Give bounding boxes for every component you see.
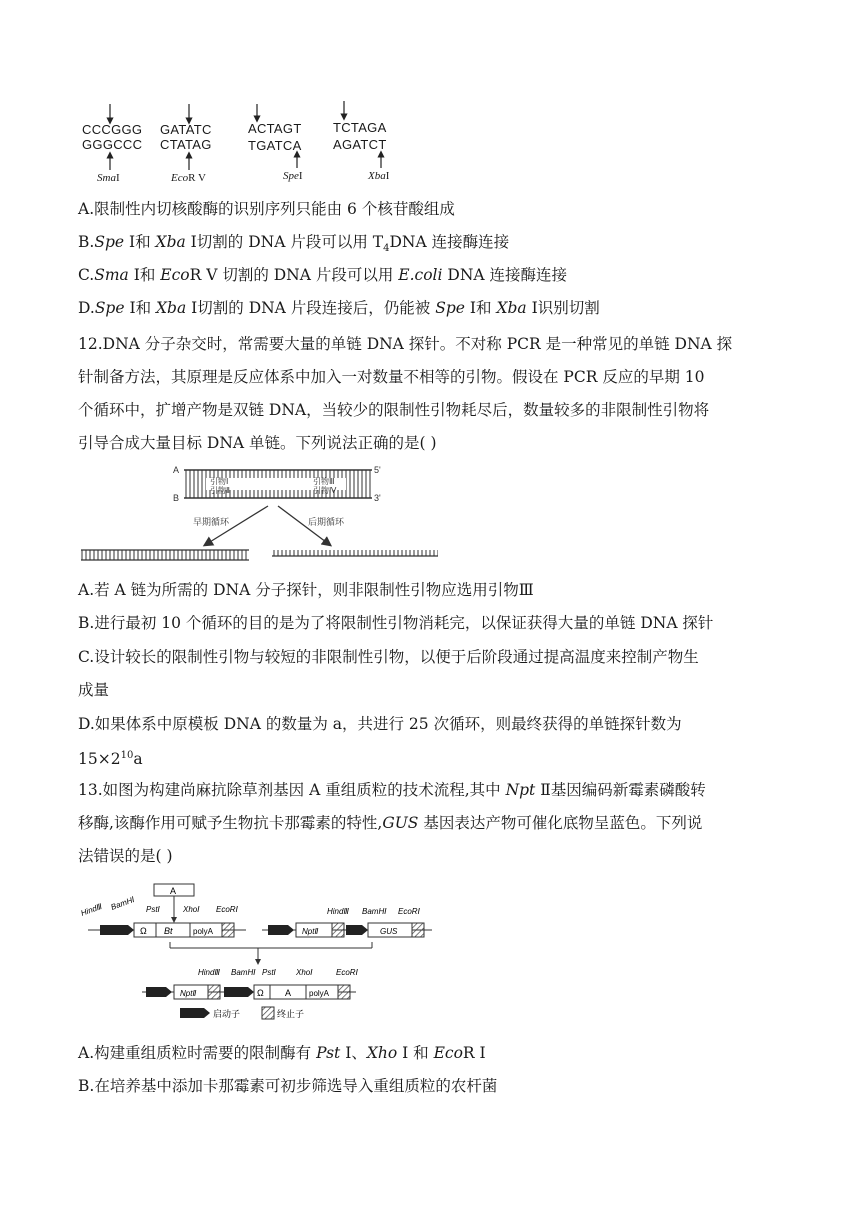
bt-box [156,923,190,937]
end-5-label: 5' [374,465,381,475]
q13-stem-line-1: 13.如图为构建尚麻抗除草剂基因 A 重组质粒的技术流程,其中 Npt Ⅱ基因编码新霉素磷酸转 [78,781,706,799]
q13-stem-line-3: 法错误的是( ) [78,847,173,865]
q11-option-d: D.Spe Ⅰ和 Xba Ⅰ切割的 DNA 片段连接后，仍能被 Spe Ⅰ和 Xba Ⅰ识别切割 [78,299,600,317]
promoter-5 [224,987,254,997]
q11-option-a: A.限制性内切核酸酶的识别序列只能由 6 个核苷酸组成 [78,200,455,218]
eco-label: EcoR V [171,172,206,184]
xba-label: XbaI [368,170,390,182]
terminator-2 [332,923,344,937]
sma-top-seq: CCCGGG [82,122,143,137]
end-3-label: 3' [374,493,381,503]
single-strand-product [272,550,438,556]
q13-option-a: A.构建重组质粒时需要的限制酶有 Pst I、Xho I 和 EcoR I [78,1044,486,1062]
late-cycle-label: 后期循环 [308,517,345,527]
q13-stem-line-2: 移酶,该酶作用可赋予生物抗卡那霉素的特性,GUS 基因表达产物可催化底物呈蓝色。下列说 [78,814,703,832]
svg-text:GUS: GUS [380,927,398,936]
xho-label-1: XhoⅠ [183,905,200,914]
hind-label-1: HindⅢ [79,901,104,918]
npt-gus-construct [262,907,432,937]
primer-4-label: 引物Ⅳ [313,486,337,495]
eco-label-1: EcoRⅠ [216,905,238,914]
bam-label-2: BamHⅠ [362,907,387,916]
xho-label-3: XhoⅠ [296,968,313,977]
eco-label-3: EcoRⅠ [336,968,358,977]
promoter-3 [346,925,368,935]
pst-label-1: PstⅠ [146,905,160,914]
eco-top-seq: GATATC [160,122,212,137]
primer-2-label: 引物Ⅱ [210,486,230,495]
q12-option-c-line-2: 成量 [78,681,110,699]
primer-3-label: 引物Ⅲ [313,477,335,486]
primer-1-label: 引物Ⅰ [210,477,229,486]
legend-promoter-icon [180,1008,210,1018]
spe-top-seq: ACTAGT [248,121,302,136]
svg-text:A: A [285,988,292,998]
terminator-5 [338,985,350,999]
svg-text:Bt: Bt [164,926,173,936]
svg-text:polyA: polyA [193,927,214,936]
sma-bottom-seq: GGGCCC [82,137,143,152]
recombinant-construct [142,968,359,999]
hind-label-3: HindⅢ [198,968,220,977]
eco-label-2: EcoRⅠ [398,907,420,916]
xba-top-seq: TCTAGA [333,120,387,135]
plasmid-construction-figure [0,876,860,1026]
q12-stem-line-1: 12.DNA 分子杂交时，常需要大量的单链 DNA 探针。不对称 PCR 是一种常见的单链 DNA 探 [78,335,733,353]
promoter-2 [268,925,294,935]
terminator-4 [208,985,220,999]
svg-text:NptⅡ: NptⅡ [302,927,319,936]
sma-label: SmaI [97,172,120,184]
svg-text:Ω: Ω [140,926,147,936]
q12-option-d-line-2: $15\times 2^{10}a$ [78,750,143,769]
legend-terminator-icon [262,1007,274,1019]
bt-construct [80,895,246,937]
spe-label: SpeI [283,170,303,182]
q11-option-b: B.Spe Ⅰ和 Xba Ⅰ切割的 DNA 片段可以用 $T_4DNA$ 连接酶连接 [78,233,510,255]
q11-option-c: C.Sma Ⅰ和 EcoR V 切割的 DNA 片段可以用 E.coli DNA 连接酶连接 [78,266,568,284]
terminator-1 [222,923,234,937]
strand-a-label: A [173,465,180,475]
terminator-3 [412,923,424,937]
hind-label-2: HindⅢ [327,907,349,916]
q13-option-b: B.在培养基中添加卡那霉素可初步筛选导入重组质粒的农杆菌 [78,1077,498,1095]
legend-terminator-label: 终止子 [277,1009,305,1019]
spe-bottom-seq: TGATCA [248,138,302,153]
q12-option-c-line-1: C.设计较长的限制性引物与较短的非限制性引物，以便于后阶段通过提高温度来控制产物生 [78,648,699,666]
xba-bottom-seq: AGATCT [333,137,387,152]
gene-a-label: A [170,886,177,896]
q12-stem-line-4: 引导合成大量目标 DNA 单链。下列说法正确的是( ) [78,434,437,452]
q12-option-b: B.进行最初 10 个循环的目的是为了将限制性引物消耗完，以保证获得大量的单链 DNA 探针 [78,614,714,632]
pcr-figure [0,458,860,568]
early-cycle-label: 早期循环 [193,517,230,527]
promoter-1 [100,925,134,935]
pst-label-3: PstⅠ [262,968,276,977]
bam-label-3: BamHⅠ [231,968,256,977]
promoter-4 [146,987,172,997]
cut-arrows [0,0,860,200]
svg-text:Ω: Ω [257,988,264,998]
eco-bottom-seq: CTATAG [160,137,212,152]
strand-b-label: B [173,493,180,503]
double-strand-product [81,550,249,560]
q12-stem-line-3: 个循环中，扩增产物是双链 DNA，当较少的限制性引物耗尽后，数量较多的非限制性引物将 [78,401,710,419]
q12-option-d-line-1: D.如果体系中原模板 DNA 的数量为 a，共进行 25 次循环，则最终获得的单链探针数为 [78,715,682,733]
bam-label-1: BamHⅠ [109,895,136,912]
q12-stem-line-2: 针制备方法，其原理是反应体系中加入一对数量不相等的引物。假设在 PCR 反应的早期 10 [78,368,705,386]
svg-text:NptⅡ: NptⅡ [180,989,197,998]
legend-promoter-label: 启动子 [213,1009,241,1019]
q12-option-a: A.若 A 链为所需的 DNA 分子探针，则非限制性引物应选用引物Ⅲ [78,581,534,599]
svg-text:polyA: polyA [309,989,330,998]
